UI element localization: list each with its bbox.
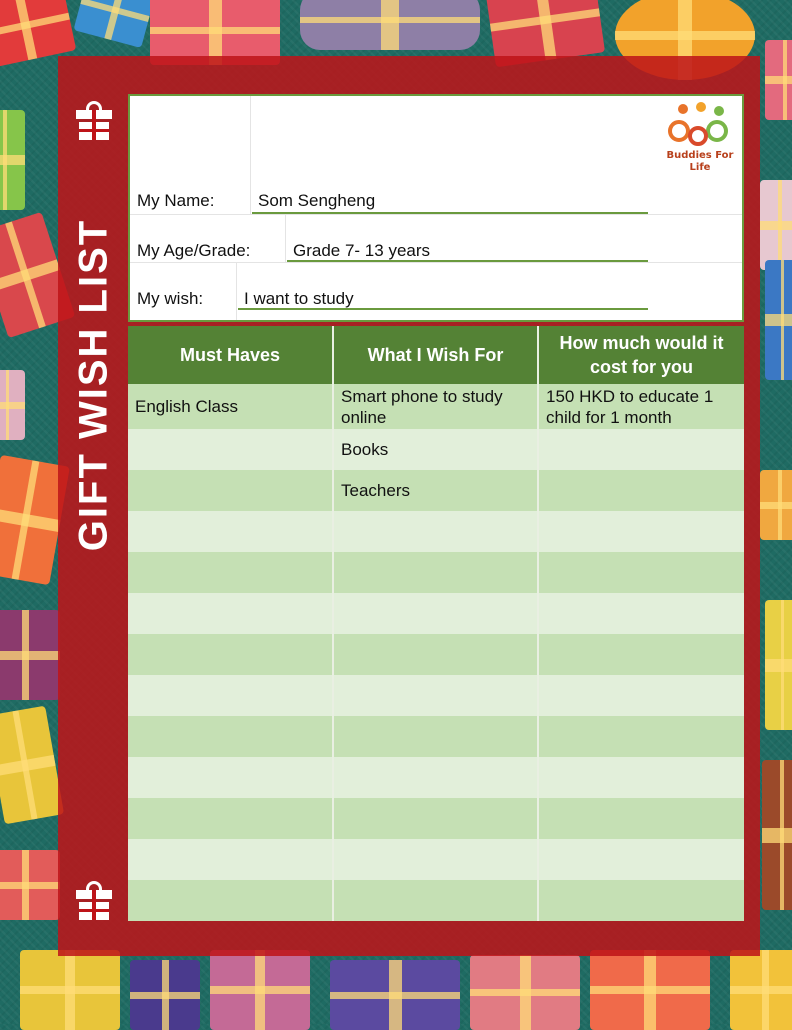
table-header-row [128, 326, 744, 384]
table-cell[interactable] [538, 757, 744, 798]
gift-decoration [730, 950, 792, 1030]
gift-decoration [300, 0, 480, 50]
table-row [128, 675, 744, 716]
table-row [128, 880, 744, 921]
gift-icon [76, 880, 112, 920]
table-cell[interactable] [538, 839, 744, 880]
table-cell[interactable] [333, 798, 538, 839]
age-field[interactable]: Grade 7- 13 years [293, 241, 431, 260]
table-row [128, 511, 744, 552]
gift-decoration [470, 955, 580, 1030]
table-cell[interactable] [128, 757, 333, 798]
gift-icon [76, 100, 112, 140]
table-cell[interactable]: English Class [128, 384, 333, 429]
gift-decoration [760, 180, 792, 270]
gift-decoration [0, 370, 25, 440]
table-cell[interactable] [538, 429, 744, 470]
table-cell[interactable] [538, 798, 744, 839]
gift-decoration [762, 760, 792, 910]
table-cell[interactable] [538, 593, 744, 634]
table-cell[interactable] [333, 880, 538, 921]
gift-decoration [0, 610, 60, 700]
table-cell[interactable]: Teachers [333, 470, 538, 511]
gift-decoration [73, 0, 156, 48]
gift-decoration [330, 960, 460, 1030]
table-cell[interactable] [538, 634, 744, 675]
table-cell[interactable] [128, 511, 333, 552]
wish-underline [238, 308, 648, 310]
name-field[interactable]: Som Sengheng [258, 191, 376, 210]
age-underline [287, 260, 648, 262]
table-cell[interactable] [333, 593, 538, 634]
table-row [128, 470, 744, 511]
table-cell[interactable] [128, 470, 333, 511]
table-row [128, 757, 744, 798]
table-cell[interactable] [128, 429, 333, 470]
gift-decoration [765, 260, 792, 380]
gift-decoration [130, 960, 200, 1030]
table-cell[interactable] [128, 593, 333, 634]
table-row [128, 429, 744, 470]
table-cell[interactable] [128, 675, 333, 716]
wish-field[interactable]: I want to study [244, 289, 354, 308]
table-cell[interactable] [538, 675, 744, 716]
table-row [128, 716, 744, 757]
table-row [128, 839, 744, 880]
gift-decoration [590, 950, 710, 1030]
table-row [128, 552, 744, 593]
name-underline [252, 212, 648, 214]
gift-decoration [20, 950, 120, 1030]
table-cell[interactable] [538, 470, 744, 511]
table-cell[interactable] [538, 511, 744, 552]
gift-decoration [765, 40, 792, 120]
table-cell[interactable] [333, 634, 538, 675]
gift-decoration [0, 850, 60, 920]
table-row [128, 634, 744, 675]
table-cell[interactable] [333, 716, 538, 757]
table-cell[interactable] [128, 716, 333, 757]
table-cell[interactable] [333, 552, 538, 593]
table-cell[interactable] [333, 511, 538, 552]
gift-decoration [210, 950, 310, 1030]
gift-decoration [0, 706, 64, 825]
wish-label: My wish: [137, 289, 204, 308]
table-cell[interactable] [128, 552, 333, 593]
age-label: My Age/Grade: [137, 241, 251, 260]
column-header: Must Haves [128, 326, 333, 384]
table-cell[interactable] [538, 552, 744, 593]
table-cell[interactable] [333, 675, 538, 716]
table-row [128, 798, 744, 839]
table-cell[interactable]: Books [333, 429, 538, 470]
buddies-for-life-logo: Buddies For Life [656, 102, 742, 178]
name-label: My Name: [137, 191, 215, 210]
table-cell[interactable] [128, 880, 333, 921]
gift-decoration [0, 110, 25, 210]
table-cell[interactable] [538, 880, 744, 921]
gift-decoration [760, 470, 792, 540]
wish-table [128, 326, 744, 921]
table-cell[interactable] [128, 798, 333, 839]
info-card [128, 94, 744, 322]
table-cell[interactable] [128, 839, 333, 880]
table-row [128, 593, 744, 634]
table-cell[interactable] [538, 716, 744, 757]
table-cell[interactable]: 150 HKD to educate 1 child for 1 month [538, 384, 744, 429]
table-cell[interactable] [333, 839, 538, 880]
column-header: How much would it cost for you [538, 326, 744, 384]
side-title: GIFT WISH LIST [71, 218, 116, 552]
table-cell[interactable] [333, 757, 538, 798]
gift-decoration [765, 600, 792, 730]
table-cell[interactable]: Smart phone to study online [333, 384, 538, 429]
table-cell[interactable] [128, 634, 333, 675]
table-row [128, 384, 744, 429]
column-header: What I Wish For [333, 326, 538, 384]
